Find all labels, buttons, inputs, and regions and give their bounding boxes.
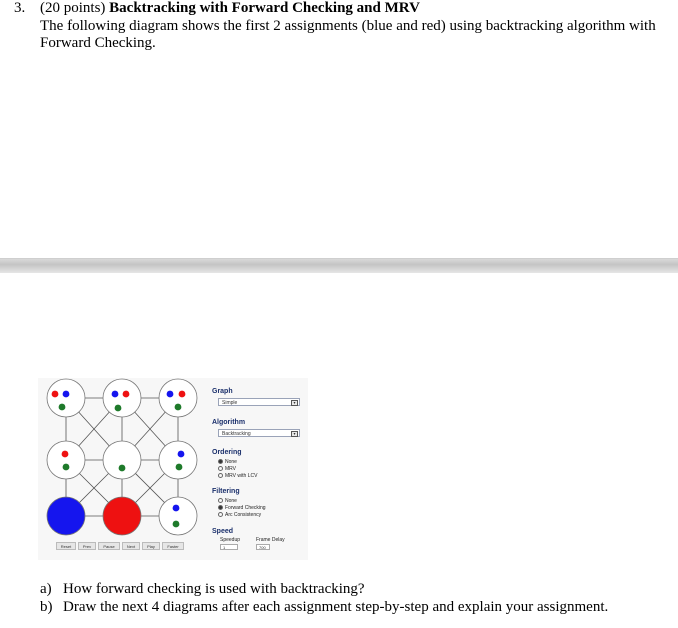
reset-button[interactable]: Reset — [56, 542, 76, 550]
radio-icon — [218, 498, 223, 503]
play-button[interactable]: Play — [142, 542, 160, 550]
constraint-graph — [38, 378, 208, 548]
ordering-option-label: None — [225, 459, 237, 465]
radio-selected-icon — [218, 459, 223, 464]
algorithm-label: Algorithm — [212, 419, 246, 426]
node-r3c2-assigned-red — [103, 497, 141, 535]
node-r3c3 — [159, 497, 197, 535]
graph-select[interactable] — [218, 398, 300, 406]
ordering-option-mrv-lcv[interactable] — [218, 473, 257, 479]
part-letter: b) — [40, 599, 53, 615]
chevron-down-icon: ▾ — [291, 431, 298, 437]
ordering-option-label: MRV — [225, 466, 237, 472]
settings-panel — [210, 386, 306, 558]
algorithm-select-value: Backtracking — [222, 431, 251, 437]
algorithm-select[interactable] — [218, 429, 300, 437]
question-number: 3. — [14, 0, 26, 16]
radio-icon — [218, 473, 223, 478]
frame-delay-label: Frame Delay — [256, 537, 285, 543]
speedup-label: Speedup — [220, 537, 241, 543]
node-r2c2 — [103, 441, 141, 479]
part-b — [40, 598, 608, 616]
radio-icon — [218, 466, 223, 471]
node-r2c1 — [47, 441, 85, 479]
page-divider — [0, 258, 678, 273]
question-header — [14, 0, 664, 18]
question-points: (20 points) — [40, 0, 106, 16]
node-r3c1-assigned-blue — [47, 497, 85, 535]
node-r1c2 — [103, 379, 141, 417]
filtering-option-label: Forward Checking — [225, 505, 266, 511]
filtering-label: Filtering — [212, 488, 240, 495]
graph-label: Graph — [212, 388, 233, 395]
node-r1c1 — [47, 379, 85, 417]
frame-delay-input[interactable]: 700 — [256, 544, 270, 550]
faster-button[interactable]: Faster — [162, 542, 184, 550]
ordering-option-mrv[interactable] — [218, 466, 236, 472]
csp-figure — [38, 378, 308, 560]
ordering-option-none[interactable] — [218, 459, 237, 465]
filtering-option-label: Arc Consistency — [225, 512, 262, 518]
part-a — [40, 580, 608, 598]
ordering-option-label: MRV with LCV — [225, 473, 258, 479]
filtering-option-none[interactable] — [218, 498, 237, 504]
speedup-input[interactable]: 1 — [220, 544, 238, 550]
node-r1c3 — [159, 379, 197, 417]
chevron-down-icon: ▾ — [291, 400, 298, 406]
part-text: How forward checking is used with backtracking? — [63, 581, 365, 597]
question-text-line-2: Forward Checking. — [40, 35, 156, 51]
part-letter: a) — [40, 581, 52, 597]
filtering-option-label: None — [225, 498, 237, 504]
radio-icon — [218, 512, 223, 517]
next-button[interactable]: Next — [122, 542, 140, 550]
graph-select-value: Simple — [222, 400, 238, 406]
question-text-line-1: The following diagram shows the first 2 assignments (blue and red) using backtracking algorithm with — [40, 17, 656, 34]
filtering-option-arc-consistency[interactable] — [218, 512, 261, 518]
question-block — [14, 0, 664, 53]
ordering-label: Ordering — [212, 449, 242, 456]
node-r2c3 — [159, 441, 197, 479]
question-title: Backtracking with Forward Checking and MRV — [109, 0, 420, 16]
part-text: Draw the next 4 diagrams after each assignment step-by-step and explain your assignment. — [63, 599, 609, 615]
question-parts — [40, 580, 608, 616]
prev-button[interactable]: Prev — [78, 542, 96, 550]
radio-selected-icon — [218, 505, 223, 510]
filtering-option-forward-checking[interactable] — [218, 505, 266, 511]
speed-label: Speed — [212, 528, 234, 535]
pause-button[interactable]: Pause — [98, 542, 120, 550]
